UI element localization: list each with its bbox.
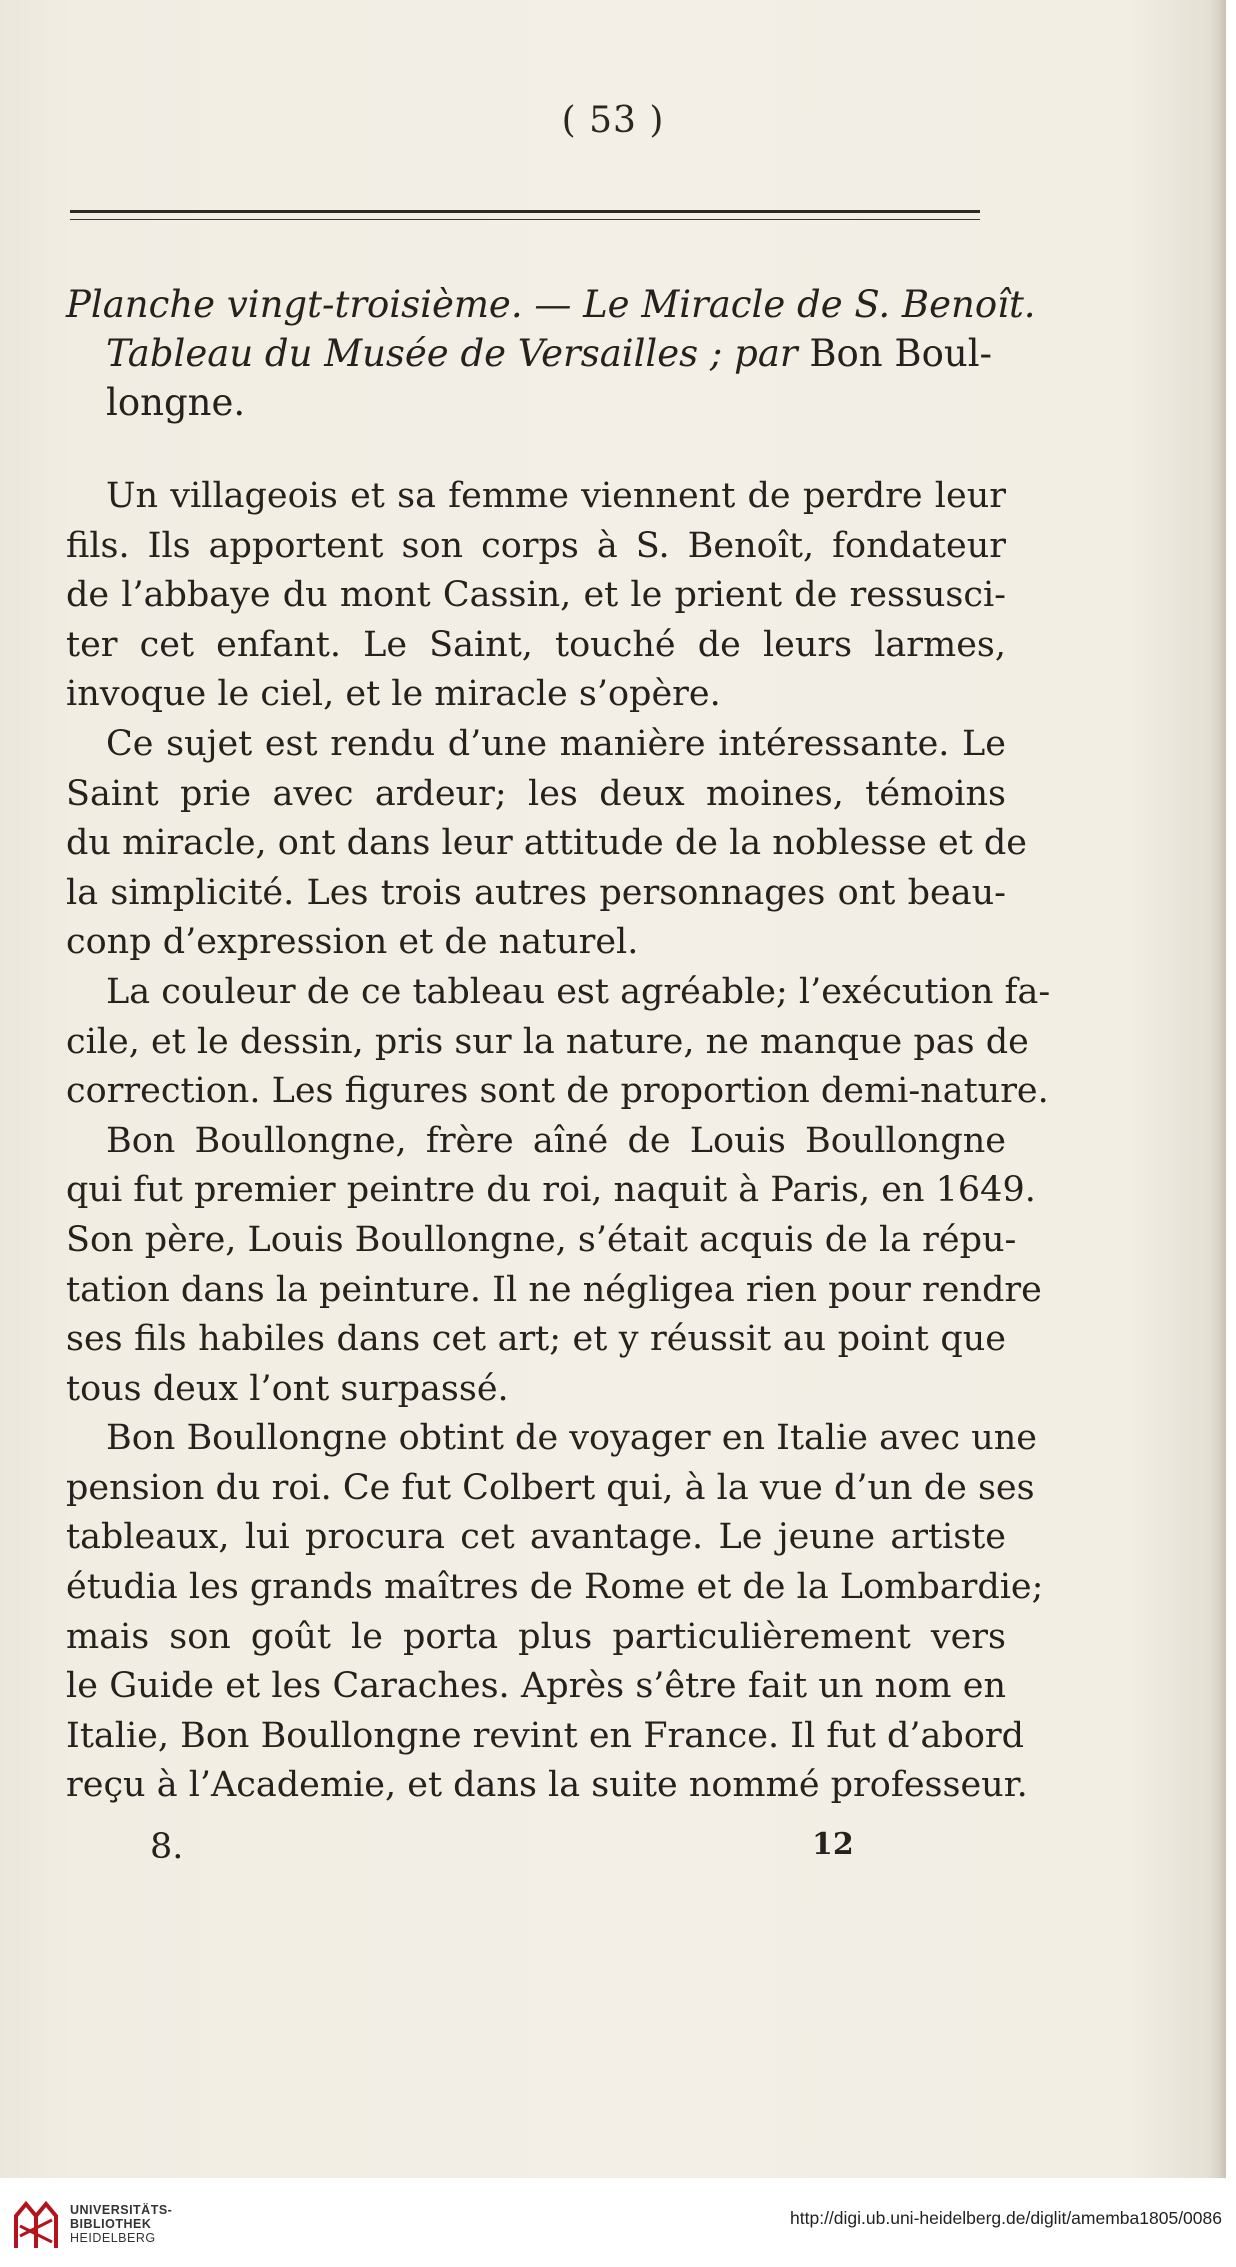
plate-line-2: Tableau du Musée de Versailles ; par Bon Boul- [106,332,993,375]
page-header: ( 53 ) [561,100,665,141]
text-line: tous deux l’ont surpassé. [66,1368,509,1409]
page-edge [1208,0,1226,2178]
text-line: cile, et le dessin, pris sur la nature, ne manque pas de [66,1021,1029,1062]
text-line: tation dans la peinture. Il ne négligea rien pour rendre [66,1269,1042,1310]
gathering-number: 12 [812,1827,854,1862]
text-line: ter cet enfant. Le Saint, touché de leurs larmes, [66,624,1006,665]
text-line: Son père, Louis Boullongne, s’était acquis de la répu- [66,1219,1017,1260]
text-line: le Guide et les Caraches. Après s’être fait un nom en [66,1666,1006,1707]
text-line: Ce sujet est rendu d’une manière intéressante. Le [106,723,1006,764]
text-line: étudia les grands maîtres de Rome et de la Lombardie; [66,1567,1044,1608]
header-rule-thin [70,219,980,220]
permalink-url[interactable]: http://digi.ub.uni-heidelberg.de/diglit/amemba1805/0086 [790,2208,1222,2228]
text-line: Saint prie avec ardeur; les deux moines, témoins [66,773,1006,814]
text-line: du miracle, ont dans leur attitude de la noblesse et de [66,823,1027,864]
text-line: de l’abbaye du mont Cassin, et le prient de ressusci- [66,575,1006,616]
text-line: Bon Boullongne obtint de voyager en Italie avec une [106,1418,1037,1459]
text-line: Un villageois et sa femme viennent de perdre leur [106,476,1006,516]
text-line: reçu à l’Academie, et dans la suite nommé professeur. [66,1765,1028,1806]
body-text [66,472,1051,1811]
university-library-logo-icon [12,2196,60,2254]
text-line: pension du roi. Ce fut Colbert qui, à la vue d’un de ses [66,1467,1035,1508]
header-rule-thick [70,210,980,213]
plate-caption [66,280,1036,427]
text-line: Italie, Bon Boullongne revint en France. Il fut d’abord [66,1715,1025,1756]
text-line: tableaux, lui procura cet avantage. Le jeune artiste [66,1517,1006,1558]
plate-line-1: Planche vingt-troisième. — Le Miracle de S. Benoît. [66,283,1036,326]
text-line: invoque le ciel, et le miracle s’opère. [66,674,721,715]
text-line: correction. Les figures sont de proportion demi-nature. [66,1071,1049,1112]
viewer-footer [0,2178,1236,2267]
plate-line-3: longne. [106,381,246,424]
text-line: la simplicité. Les trois autres personnages ont beau- [66,872,1006,913]
signature-mark: 8. [150,1827,184,1867]
text-line: conp d’expression et de naturel. [66,922,639,963]
text-line: ses fils habiles dans cet art; et y réussit au point que [66,1319,1006,1360]
text-line: qui fut premier peintre du roi, naquit à Paris, en 1649. [66,1170,1036,1211]
text-line: mais son goût le porta plus particulièrement vers [66,1616,1006,1657]
text-line: fils. Ils apportent son corps à S. Benoît, fondateur [66,525,1006,566]
library-name: UNIVERSITÄTS- BIBLIOTHEK HEIDELBERG [70,2203,173,2245]
text-line: Bon Boullongne, frère aîné de Louis Boullongne [106,1120,1006,1161]
text-line: La couleur de ce tableau est agréable; l’exécution fa- [106,971,1051,1012]
